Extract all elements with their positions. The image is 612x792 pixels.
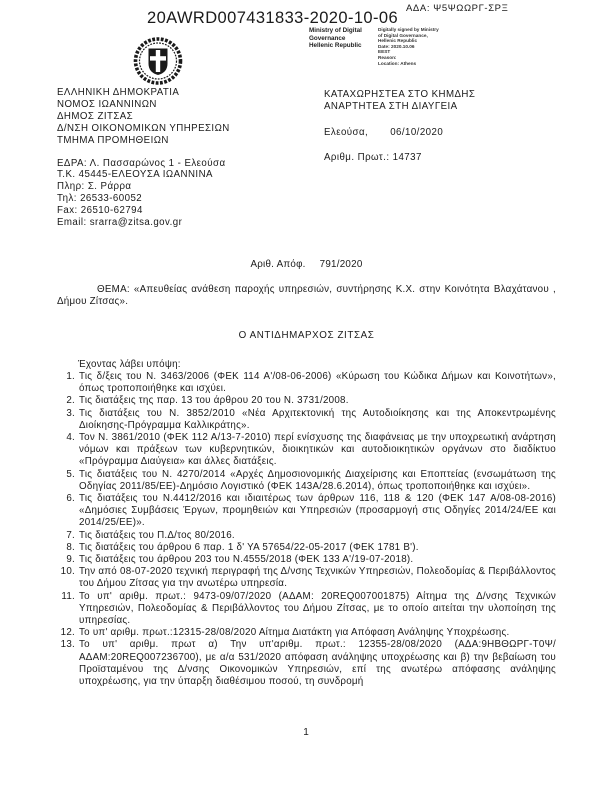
registry-block	[324, 89, 475, 164]
org-line: ΤΜΗΜΑ ΠΡΟΜΗΘΕΙΩΝ	[57, 134, 169, 146]
preamble-line: Έχοντας λάβει υπόψη:	[78, 358, 181, 370]
document-body	[57, 259, 556, 688]
consideration-item: 5. Τις διατάξεις του Ν. 4270/2014 «Αρχές Δημοσιονομικής Διαχείρισης και Εποπτείας (ενσωμάτωση της Οδηγίας 2011/85/ΕΕ)-Δημόσιο Λογιστικό (ΦΕΚ 143Α/28.6.2014), όπως τροποποιήθηκε και ισχύει».	[78, 469, 556, 493]
registry-line: ΑΝΑΡΤΗΤΕΑ ΣΤΗ ΔΙΑΥΓΕΙΑ	[324, 100, 458, 112]
contact-block	[57, 158, 230, 229]
place-date-line	[324, 127, 475, 139]
consideration-item: 11. Το υπ' αριθμ. πρωτ.: 9473-09/07/2020 (ΑΔΑΜ: 20REQ007001875) Αίτημα της Δ/νσης Τεχνικών Υπηρεσιών, Πολεοδομίας & Περιβάλλοντος του Δήμου Ζίτσας, με το οποίο αιτείται την υλοποίηση της υπηρεσίας.	[78, 591, 556, 628]
signature-authority: Ministry of Digital Governance Hellenic Republic	[309, 27, 362, 50]
email-line: Email: srarra@zitsa.gov.gr	[57, 217, 183, 229]
consideration-item: 9. Τις διατάξεις του άρθρου 203 του Ν.4555/2018 (ΦΕΚ 133 Α'/19-07-2018).	[78, 554, 556, 566]
page-number: 1	[303, 727, 309, 738]
signature-details: Digitally signed by Ministry of Digital Governance, Hellenic Republic Date: 2020.10.06 EEST Reason: Location: Athens	[378, 27, 439, 66]
protocol-number-line: Αριθμ. Πρωτ.: 14737	[324, 151, 422, 163]
consideration-item: 13. Το υπ' αριθμ. πρωτ α) Την υπ'αριθμ. πρωτ.: 12355-28/08/2020 (ΑΔΑ:9ΗΒΘΩΡΓ-Τ0Ψ/ ΑΔΑΜ:20REQ007236700), με α/α 531/2020 απόφαση ανάληψης υποχρέωσης και β) την βεβαίωση του Προϊσταμένου της Δ/νσης Οικονομικών Υπηρεσιών, επί της ανωτέρω απόφασης ανάληψης υποχρέωσης, για την ύπαρξη διαθέσιμου ποσού, τη συνδρομή	[78, 639, 556, 688]
consideration-item: 8. Τις διατάξεις του άρθρου 6 παρ. 1 δ' ΥΑ 57654/22-05-2017 (ΦΕΚ 1781 Β').	[78, 542, 556, 554]
ada-code: ΑΔΑ: Ψ5ΨΩΩΡΓ-ΣΡΞ	[406, 3, 509, 14]
digital-signature-stamp	[309, 27, 450, 66]
org-line: ΝΟΜΟΣ ΙΩΑΝΝΙΝΩΝ	[57, 98, 157, 110]
consideration-item: 10. Την από 08-07-2020 τεχνική περιγραφή της Δ/νσης Τεχνικών Υπηρεσιών, Πολεοδομίας & Περιβάλλοντος του Δήμου Ζίτσας για την ανωτέρω υπηρεσία.	[78, 566, 556, 590]
consideration-item: 7. Τις διατάξεις του Π.Δ/τος 80/2016.	[78, 530, 556, 542]
address-line: ΕΔΡΑ: Λ. Πασσαρώνος 1 - Ελεούσα	[57, 157, 226, 169]
consideration-item: 3. Τις διατάξεις του Ν. 3852/2010 «Νέα Αρχιτεκτονική της Αυτοδιοίκησης και της Αποκεντρωμένης Διοίκησης-Πρόγραμμα Καλλικράτης».	[78, 408, 556, 432]
consideration-item: 1. Τις δ/ξεις του Ν. 3463/2006 (ΦΕΚ 114 Α'/08-06-2006) «Κύρωση του Κώδικα Δήμων και Κοινοτήτων», όπως τροποποιήθηκε και ισχύει.	[78, 371, 556, 395]
decision-number-line	[57, 259, 556, 271]
diavgeia-document-number: 20AWRD007431833-2020-10-06	[147, 9, 399, 27]
org-line: ΔΗΜΟΣ ΖΙΤΣΑΣ	[57, 110, 134, 122]
org-line: Δ/ΝΣΗ ΟΙΚΟΝΟΜΙΚΩΝ ΥΠΗΡΕΣΙΩΝ	[57, 122, 230, 134]
date: 06/10/2020	[390, 126, 444, 138]
decision-number-label: Αριθ. Απόφ.	[250, 259, 306, 270]
decision-number-value: 791/2020	[319, 259, 363, 270]
postal-line: Τ.Κ. 45445-ΕΛΕΟΥΣΑ ΙΩΑΝΝΙΝΑ	[57, 169, 213, 181]
sender-block	[57, 87, 230, 229]
consideration-item: 2. Τις διατάξεις της παρ. 13 του άρθρου 20 του Ν. 3731/2008.	[78, 395, 556, 407]
fax-line: Fax: 26510-62794	[57, 205, 143, 217]
contact-person-line: Πληρ: Σ. Ράρρα	[57, 181, 132, 193]
place: Ελεούσα,	[324, 126, 369, 138]
issuer-heading: Ο ΑΝΤΙΔΗΜΑΡΧΟΣ ΖΙΤΣΑΣ	[238, 329, 375, 341]
consideration-item: 12. Το υπ' αριθμ. πρωτ.:12315-28/08/2020 Αίτημα Διατάκτη για Απόφαση Ανάληψης Υποχρέωσης.	[78, 627, 556, 639]
greek-national-emblem-icon	[132, 36, 184, 91]
phone-line: Τηλ: 26533-60052	[57, 193, 143, 205]
consideration-item: 4. Τον Ν. 3861/2010 (ΦΕΚ 112 Α/13-7-2010) περί ενίσχυσης της διαφάνειας με την υποχρεωτική ανάρτηση νόμων και πράξεων των κυβερνητικών, διοικητικών και αυτοδιοικητικών οργάνων στο διαδίκτυο «Πρόγραμμα Διαύγεια» και άλλες διατάξεις.	[78, 432, 556, 469]
org-line: ΕΛΛΗΝΙΚΗ ΔΗΜΟΚΡΑΤΙΑ	[57, 87, 180, 98]
registry-line: ΚΑΤΑΧΩΡΗΣΤΕΑ ΣΤΟ ΚΗΜΔΗΣ	[324, 89, 476, 100]
considerations-list	[57, 371, 556, 688]
subject-paragraph: ΘΕΜΑ: «Απευθείας ανάθεση παροχής υπηρεσιών, συντήρησης Κ.Χ. στην Κοινότητα Βλαχάτανου , Δήμου Ζίτσας».	[57, 284, 556, 308]
consideration-item: 6. Τις διατάξεις του Ν.4412/2016 και ιδιαιτέρως των άρθρων 116, 118 & 120 (ΦΕΚ 147 Α/08-08-2016) «Δημόσιες Συμβάσεις Έργων, προμηθειών και Υπηρεσιών (προσαρμογή στις Οδηγίες 2014/24/ΕΕ και 2014/25/ΕΕ)».	[78, 493, 556, 530]
